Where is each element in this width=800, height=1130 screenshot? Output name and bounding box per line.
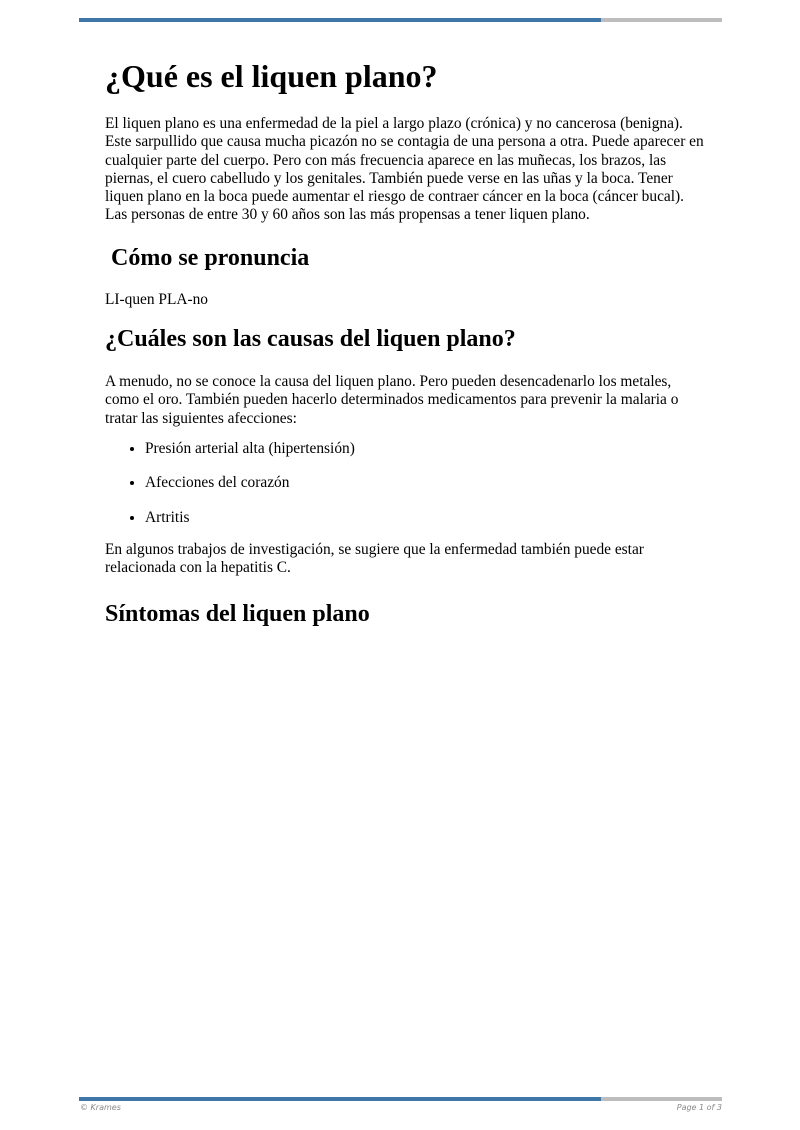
- document-body: [105, 56, 705, 629]
- list-item: • Artritis: [145, 509, 705, 527]
- page-title: ¿Qué es el liquen plano?: [105, 58, 438, 94]
- symptoms-heading: Síntomas del liquen plano: [105, 601, 370, 628]
- header-rule: [79, 18, 722, 22]
- header-rule-gray: [601, 18, 722, 22]
- header-rule-accent: [79, 18, 601, 22]
- pronunciation-text: LI-quen PLA-no: [105, 290, 209, 308]
- list-item: • Afecciones del corazón: [145, 474, 705, 492]
- intro-paragraph: El liquen plano es una enfermedad de la piel a largo plazo (crónica) y no cancerosa (benigna). Este sarpullido que causa mucha picazón no se contagia de una persona a otra. Puede aparecer en cualquier parte del cuerpo. Pero con más frecuencia aparece en las muñecas, los brazos, las piernas, el cuero cabelludo y los genitales. También puede verse en las uñas y la boca. Tener liquen plano en la boca puede aumentar el riesgo de contraer cáncer en la boca (cáncer bucal). Las personas de entre 30 y 60 años son las más propensas a tener liquen plano.: [105, 115, 704, 224]
- causes-list: [105, 440, 705, 527]
- research-paragraph: En algunos trabajos de investigación, se sugiere que la enfermedad también puede estar relacionada con la hepatitis C.: [105, 540, 644, 577]
- footer-page-number: Page 1 of 3: [676, 1103, 722, 1112]
- footer-copyright: © Krames: [80, 1103, 121, 1112]
- causes-paragraph: A menudo, no se conoce la causa del liquen plano. Pero pueden desencadenarlo los metales, como el oro. También pueden hacerlo determinados medicamentos para prevenir la malaria o tratar las siguientes afecciones:: [105, 373, 679, 427]
- pronunciation-heading: Cómo se pronuncia: [111, 244, 310, 271]
- footer-rule-gray: [601, 1097, 722, 1101]
- list-item: • Presión arterial alta (hipertensión): [145, 440, 705, 458]
- footer-rule: [79, 1097, 722, 1101]
- causes-heading: ¿Cuáles son las causas del liquen plano?: [105, 326, 516, 353]
- footer-rule-accent: [79, 1097, 601, 1101]
